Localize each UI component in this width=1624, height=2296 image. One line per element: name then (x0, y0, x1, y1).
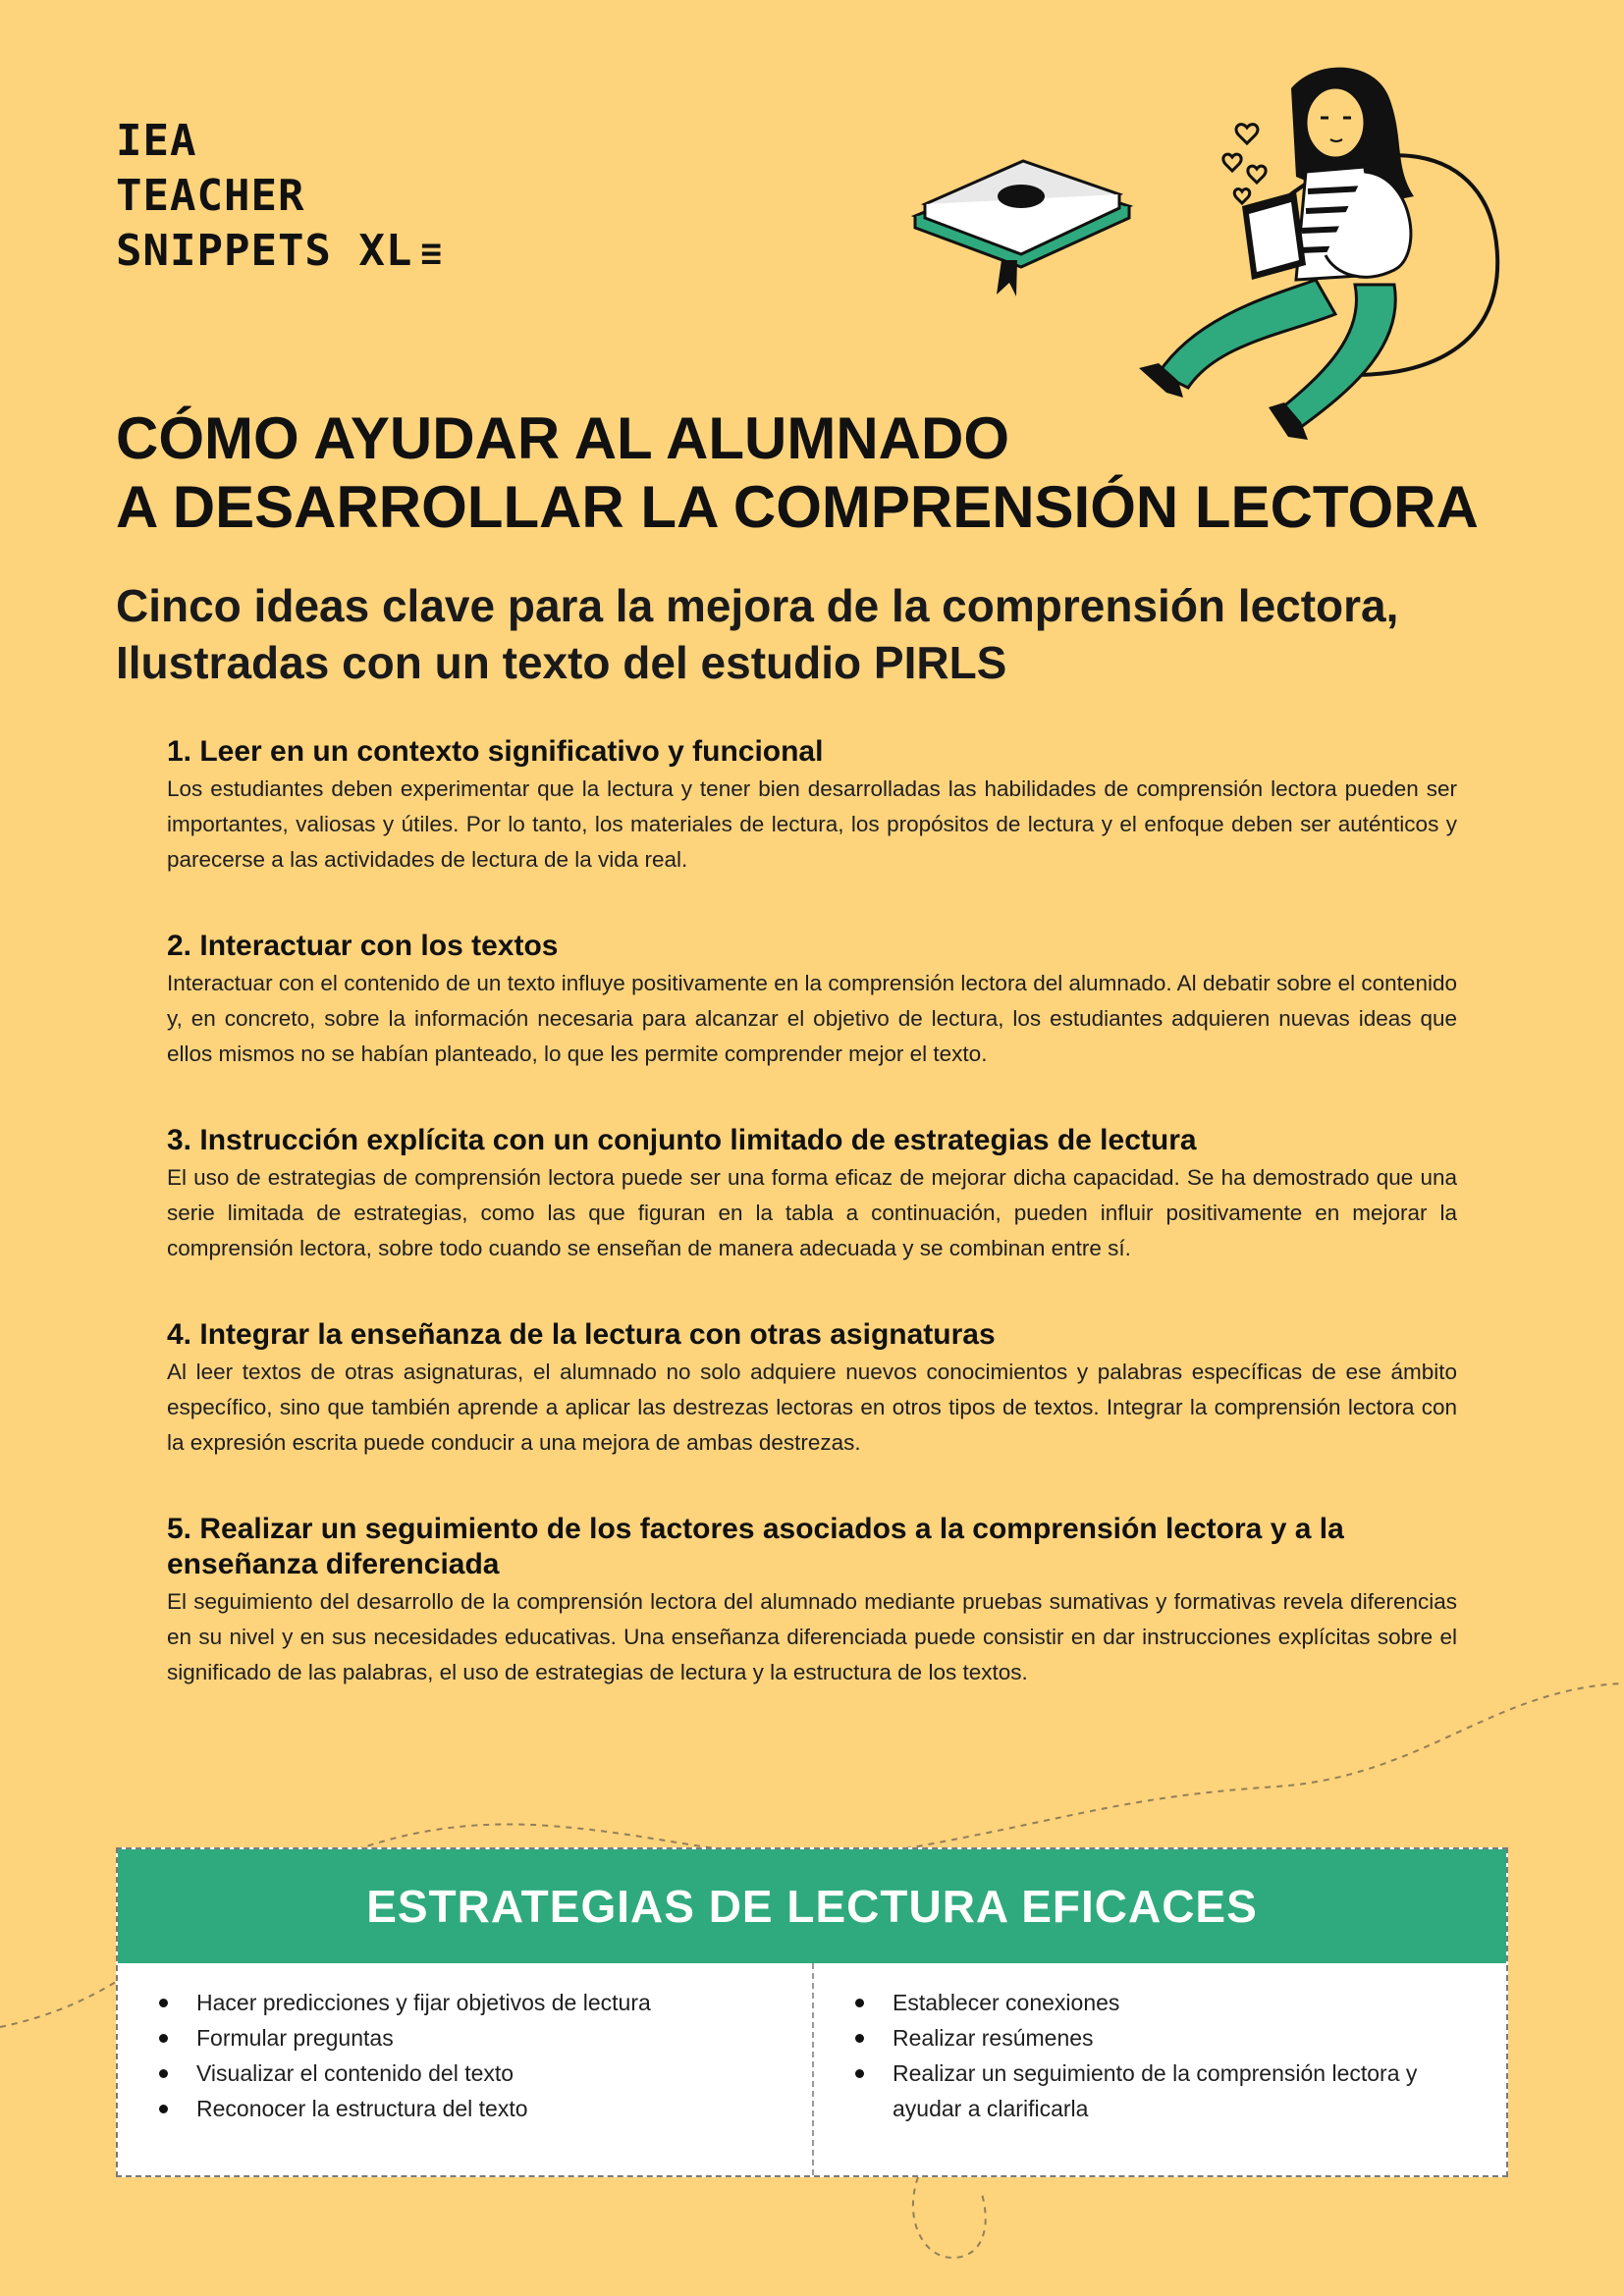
logo-line-3: SNIPPETS XL (116, 226, 413, 276)
page-subtitle-line-1: Cinco ideas clave para la mejora de la comprensión lectora, (116, 580, 1399, 631)
strategies-right-column (812, 1963, 1506, 2175)
idea-heading: 3. Instrucción explícita con un conjunto limitado de estrategias de lectura (167, 1124, 1197, 1156)
idea-heading: 1. Leer en un contexto significativo y funcional (167, 735, 824, 768)
idea-item (167, 929, 1457, 1072)
iea-teacher-snippets-logo (116, 114, 443, 282)
logo-line-2: TEACHER (116, 171, 305, 221)
strategies-body (118, 1963, 1506, 2175)
strategies-left-column (118, 1963, 812, 2175)
page-title-line-1: CÓMO AYUDAR AL ALUMNADO (116, 405, 1009, 471)
list-item: Realizar resúmenes (893, 2020, 1467, 2056)
book-stack-illustration (915, 161, 1129, 296)
idea-heading: 5. Realizar un seguimiento de los factores asociados a la comprensión lectora y a la enseñanza diferenciada (167, 1513, 1344, 1580)
key-ideas-list (167, 734, 1457, 1741)
list-item: Visualizar el contenido del texto (196, 2056, 773, 2091)
idea-item (167, 1317, 1457, 1461)
heart-icon (1223, 154, 1241, 171)
page-title (116, 404, 1490, 542)
list-item: Reconocer la estructura del texto (196, 2091, 773, 2126)
idea-text: El seguimiento del desarrollo de la comprensión lectora del alumnado mediante pruebas sumativas y formativas revela diferencias en su nivel y en sus necesidades educativas. Una enseñanza diferenciada puede consistir en dar instrucciones explícitas sobre el significado de las palabras, el uso de estrategias de lectura y la estructura de los textos. (167, 1589, 1457, 1684)
idea-item (167, 1512, 1457, 1690)
page-subtitle-line-2: Ilustradas con un texto del estudio PIRLS (116, 637, 1007, 688)
heart-icon (1248, 166, 1266, 183)
spark-icon: ≡ (420, 234, 444, 274)
idea-text: Al leer textos de otras asignaturas, el alumnado no solo adquiere nuevos conocimientos y palabras específicas de ese ámbito específico, sino que también aprende a aplicar las destrezas lectoras en otros tipos de textos. Integrar la comprensión lectora con la expresión escrita puede conducir a una mejora de ambas destrezas. (167, 1360, 1457, 1455)
idea-item (167, 1123, 1457, 1266)
strategies-left-list (157, 1985, 773, 2126)
idea-heading: 4. Integrar la enseñanza de la lectura con otras asignaturas (167, 1318, 996, 1351)
heart-icon (1236, 125, 1258, 143)
idea-text: Interactuar con el contenido de un texto influye positivamente en la comprensión lectora del alumnado. Al debatir sobre el contenido y, en concreto, sobre la información necesaria para alcanzar el objetivo de lectura, los estudiantes adquieren nuevas ideas que ellos mismos no se habían planteado, lo que les permite comprender mejor el texto. (167, 971, 1457, 1066)
page-subtitle (116, 577, 1490, 691)
idea-heading: 2. Interactuar con los textos (167, 930, 559, 962)
logo-line-1: IEA (116, 116, 197, 166)
strategies-title: ESTRATEGIAS DE LECTURA EFICACES (118, 1849, 1506, 1963)
list-item: Formular preguntas (196, 2020, 773, 2056)
page-title-line-2: A DESARROLLAR LA COMPRENSIÓN LECTORA (116, 474, 1479, 540)
strategies-right-list (853, 1985, 1467, 2126)
idea-text: El uso de estrategias de comprensión lectora puede ser una forma eficaz de mejorar dicha capacidad. Se ha demostrado que una serie limitada de estrategias, como las que figuran en la tabla a continuación, pueden influir positivamente en mejorar la comprensión lectora, sobre todo cuando se enseñan de manera adecuada y se combinan entre sí. (167, 1165, 1457, 1260)
list-item: Establecer conexiones (893, 1985, 1467, 2020)
strategies-box (116, 1847, 1508, 2177)
idea-item (167, 734, 1457, 878)
idea-text: Los estudiantes deben experimentar que la lectura y tener bien desarrolladas las habilidades de comprensión lectora pueden ser importantes, valiosas y útiles. Por lo tanto, los materiales de lectura, los propósitos de lectura y el enfoque deben ser auténticos y parecerse a las actividades de lectura de la vida real. (167, 776, 1457, 872)
heart-icon (1234, 189, 1249, 203)
list-item: Hacer predicciones y fijar objetivos de lectura (196, 1985, 773, 2020)
list-item: Realizar un seguimiento de la comprensión lectora y ayudar a clarificarla (893, 2056, 1467, 2126)
